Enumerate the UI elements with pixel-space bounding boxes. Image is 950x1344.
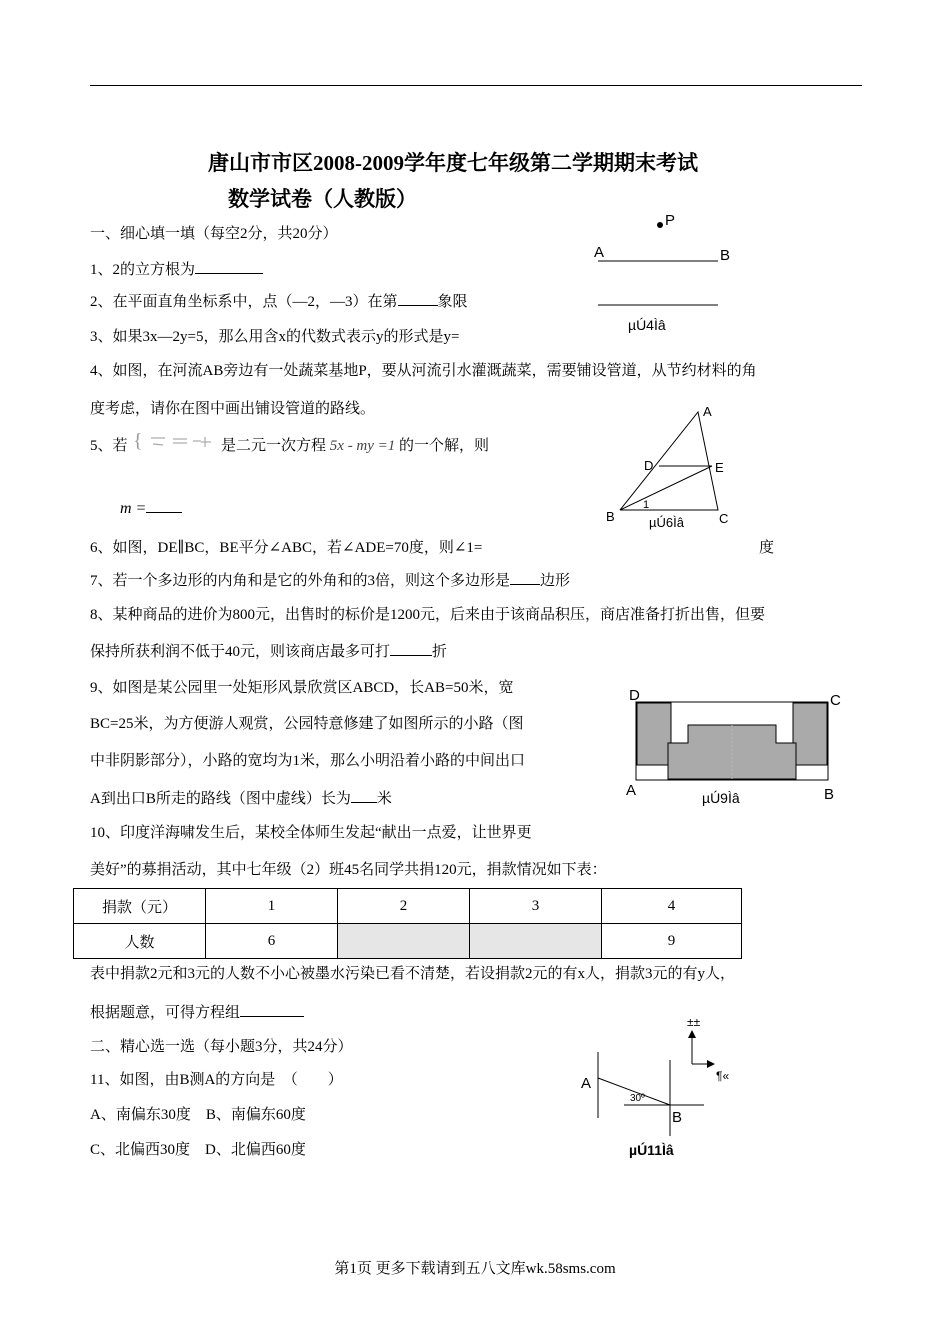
q1-answer-blank[interactable] [195, 259, 263, 274]
q8-text: 保持所获利润不低于40元，则该商店最多可打 [90, 644, 391, 660]
q7-text-end: 边形 [540, 573, 571, 589]
question-10-line2: 美好”的募捐活动，其中七年级（2）班45名同学共捐120元，捐款情况如下表： [90, 862, 607, 878]
q5-answer-blank[interactable] [146, 498, 182, 513]
q5-equation: 5x - my =1 [329, 438, 396, 454]
page-footer: 第1页 更多下载请到五八文库wk.58sms.com [334, 1261, 616, 1277]
question-9-line1: 9、如图是某公园里一处矩形风景欣赏区ABCD，长AB=50米，宽 [90, 680, 514, 696]
q2-text-end: 象限 [437, 294, 468, 310]
question-8-line2 [90, 640, 447, 661]
q11-options-ab: A、南偏东30度 B、南偏东60度 [90, 1107, 306, 1123]
label-east: ¶« [716, 1069, 730, 1083]
svg-text:{: { [133, 430, 143, 452]
q5-suffix: 是二元一次方程 [221, 438, 327, 454]
figure-caption: µÚ9Ìâ [702, 790, 740, 806]
label-c: C [830, 692, 841, 709]
q8-text-end: 折 [432, 644, 448, 660]
donation-table [73, 888, 742, 959]
label-d: D [629, 687, 640, 704]
question-4-line1: 4、如图，在河流AB旁边有一处蔬菜基地P，要从河流引水灌溉蔬菜，需要铺设管道，从节约材料的角 [90, 363, 757, 379]
table-cell: 9 [602, 924, 742, 959]
label-angle-1: 1 [643, 499, 650, 511]
label-e: E [715, 460, 724, 475]
q5-equation-system [131, 430, 217, 457]
figure-caption: µÚ6Ìâ [649, 515, 684, 530]
question-7 [90, 569, 570, 590]
table-cell: 人数 [74, 924, 206, 959]
label-b: B [606, 509, 615, 524]
table-cell: 1 [206, 889, 338, 924]
segment-be [620, 466, 712, 510]
label-a: A [626, 782, 637, 799]
q2-answer-blank[interactable] [398, 291, 438, 306]
east-arrowhead [707, 1060, 715, 1068]
question-6: 6、如图，DE∥BC，BE平分∠ABC，若∠ADE=70度，则∠1= [90, 540, 483, 556]
label-c: C [719, 511, 729, 526]
q10-text: 根据题意，可得方程组 [90, 1005, 241, 1021]
section2-heading: 二、精心选一选（每小题3分，共24分） [90, 1039, 353, 1055]
q10-answer-blank[interactable] [240, 1002, 304, 1017]
question-9-line4 [90, 787, 392, 808]
label-a: A [703, 404, 712, 419]
question-4-line2: 度考虑，请你在图中画出铺设管道的路线。 [90, 401, 376, 417]
label-b: B [672, 1109, 683, 1126]
table-cell: 2 [338, 889, 470, 924]
figure-caption: µÚ11Ìâ [629, 1142, 674, 1158]
label-d: D [644, 458, 654, 473]
question-10-line1: 10、印度洋海啸发生后，某校全体师生发起“献出一点爱，让世界更 [90, 825, 532, 841]
exam-title: 唐山市市区2008-2009学年度七年级第二学期期末考试 [208, 151, 698, 175]
q5-m-label: m = [120, 500, 147, 517]
question-2 [90, 290, 468, 311]
table-cell: 4 [602, 889, 742, 924]
label-angle: 30º [630, 1093, 645, 1104]
label-a: A [594, 244, 605, 261]
table-cell: 3 [470, 889, 602, 924]
q2-text: 2、在平面直角坐标系中，点（—2，—3）在第 [90, 294, 398, 310]
q7-answer-blank[interactable] [510, 570, 540, 585]
north-arrowhead [688, 1030, 696, 1038]
exam-subtitle: 数学试卷（人教版） [228, 187, 417, 211]
ink-stained-cell [470, 924, 602, 959]
q8-answer-blank[interactable] [390, 641, 432, 656]
q9-answer-blank[interactable] [351, 788, 377, 803]
table-cell: 6 [206, 924, 338, 959]
q11-options-cd: C、北偏西30度 D、北偏西60度 [90, 1142, 306, 1158]
q5-prefix: 5、若 [90, 438, 128, 454]
figure-6 [600, 400, 740, 536]
triangle-abc [620, 412, 718, 510]
label-a: A [581, 1075, 592, 1092]
label-b: B [824, 786, 835, 803]
question-5 [90, 428, 489, 455]
shaded-region-right [793, 703, 827, 765]
q7-text: 7、若一个多边形的内角和是它的外角和的3倍，则这个多边形是 [90, 573, 511, 589]
figure-caption: µÚ4Ìâ [628, 317, 666, 333]
ink-stained-cell [338, 924, 470, 959]
table-cell: 捐款（元） [74, 889, 206, 924]
figure-11 [578, 1010, 748, 1162]
header-rule [90, 85, 862, 86]
table-row [74, 889, 742, 924]
q5-system-graphic [131, 430, 217, 452]
question-11: 11、如图，由B测A的方向是 （ ） [90, 1072, 343, 1088]
label-p: P [665, 212, 676, 229]
q5-end: 的一个解，则 [399, 438, 490, 454]
label-north: ±± [687, 1015, 701, 1029]
question-10-line4 [90, 1001, 304, 1022]
q9-text: A到出口B所走的路线（图中虚线）长为 [90, 791, 351, 807]
question-3: 3、如果3x—2y=5，那么用含x的代数式表示y的形式是y= [90, 329, 460, 345]
question-10-line3: 表中捐款2元和3元的人数不小心被墨水污染已看不清楚，若设捐款2元的有x人，捐款3元的有y人， [90, 966, 736, 982]
table-row [74, 924, 742, 959]
figure-4 [590, 205, 750, 335]
shaded-region-left [637, 703, 671, 765]
label-b: B [720, 247, 731, 264]
section1-heading: 一、细心填一填（每空2分，共20分） [90, 226, 338, 242]
q1-text: 1、2的立方根为 [90, 262, 196, 278]
question-8-line1: 8、某种商品的进价为800元，出售时的标价是1200元，后来由于该商品积压，商店准备打折出售，但要 [90, 607, 766, 623]
q5-m-line [120, 498, 182, 518]
question-9-line2: BC=25米，为方便游人观赏，公园特意修建了如图所示的小路（图 [90, 716, 524, 732]
question-1 [90, 258, 263, 279]
question-9-line3: 中非阴影部分），小路的宽均为1米，那么小明沿着小路的中间出口 [90, 753, 526, 769]
q9-text-end: 米 [376, 791, 392, 807]
point-p [657, 222, 663, 228]
q6-unit: 度 [759, 540, 775, 556]
figure-9 [622, 683, 852, 809]
